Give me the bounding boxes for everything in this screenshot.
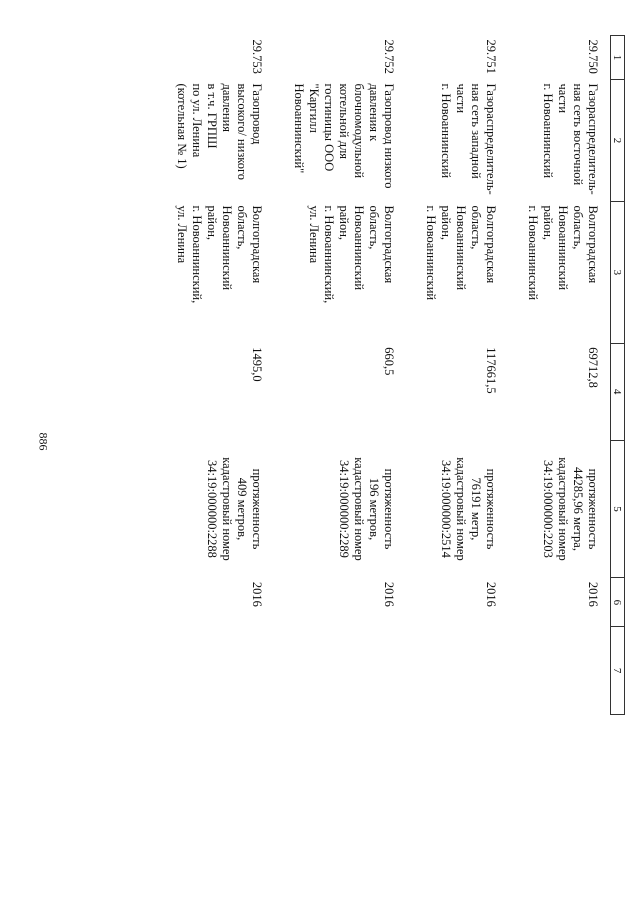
cell-line: г. Новоаннинский (541, 83, 555, 179)
rotated-table-wrapper (70, 35, 625, 715)
cell-line: кадастровый номер (454, 457, 468, 561)
cell-line: части (454, 83, 468, 114)
cell-line: Газопровод (250, 83, 264, 145)
cell-line: высокого/ низкого (235, 83, 249, 181)
cell-line: давления к (367, 83, 381, 142)
cell-line: г. Новоаннинский (424, 205, 438, 301)
table-header-row (611, 36, 625, 715)
cell-year: 2016 (484, 581, 498, 607)
cell-line: 196 метров, (367, 477, 381, 541)
cell-line: район, (541, 205, 555, 241)
cell-year: 2016 (586, 581, 600, 607)
cell-line: 34:19:000000:2289 (337, 460, 351, 558)
cell-year: 2016 (382, 581, 396, 607)
cell-line: в т.ч. ГРПШ (205, 83, 219, 149)
cell-line: кадастровый номер (220, 457, 234, 561)
cell-line: Газопровод низкого (382, 83, 396, 189)
cell-description (271, 440, 403, 578)
cell-line: район, (205, 205, 219, 241)
cell-line: 44285,96 метра, (571, 466, 585, 551)
property-table (154, 35, 625, 715)
cell-line: Газораспределитель- (484, 83, 498, 195)
cell-line: кадастровый номер (556, 457, 570, 561)
cell-line: Новоаннинский" (292, 83, 306, 174)
cell-line: протяженность (382, 468, 396, 550)
cell-line: части (556, 83, 570, 114)
header-cell: 6 (611, 578, 625, 627)
cell-year: 2016 (250, 581, 264, 607)
cell-value: 117661,5 (484, 347, 498, 394)
cell-address (154, 201, 271, 343)
cell-line: Газораспределитель- (586, 83, 600, 195)
cell-line: по ул. Ленина (190, 83, 204, 158)
cell-line: ул. Ленина (307, 205, 321, 264)
cell-line: блочномодульной (352, 83, 366, 179)
cell-description (154, 440, 271, 578)
cell-line: Новоаннинский (352, 205, 366, 291)
cell-name (154, 79, 271, 201)
cell-line: ул. Ленина (175, 205, 189, 264)
cell-line: ная сеть восточной (571, 83, 585, 186)
cell-line: 34:19:000000:2514 (439, 460, 453, 558)
cell-line: протяженность (586, 468, 600, 550)
cell-line: Волгоградская (484, 205, 498, 284)
cell-line: (котельная № 1) (175, 83, 189, 169)
cell-line: протяженность (484, 468, 498, 550)
cell-extra (505, 627, 611, 715)
cell-value: 1495,0 (250, 347, 264, 382)
cell-line: г. Новоаннинский, (190, 205, 204, 304)
cell-line: котельной для (337, 83, 351, 160)
cell-address (403, 201, 505, 343)
cell-line: Волгоградская (586, 205, 600, 284)
cell-line: 409 метров, (235, 477, 249, 541)
cell-extra (271, 627, 403, 715)
cell-line: ная сеть западной (469, 83, 483, 179)
header-cell: 4 (611, 343, 625, 440)
cell-line: область, (235, 205, 249, 250)
cell-line: Новоаннинский (220, 205, 234, 291)
cell-number: 29.753 (250, 39, 264, 74)
cell-line: район, (337, 205, 351, 241)
table-body (154, 36, 611, 715)
cell-line: давления (220, 83, 234, 133)
table-row (154, 36, 271, 715)
cell-line: г. Новоаннинский (526, 205, 540, 301)
table-row (505, 36, 611, 715)
cell-description (403, 440, 505, 578)
cell-line: область, (571, 205, 585, 250)
header-cell: 1 (611, 36, 625, 80)
cell-line: Новоаннинский (454, 205, 468, 291)
cell-line: Волгоградская (250, 205, 264, 284)
cell-address (505, 201, 611, 343)
cell-line: Волгоградская (382, 205, 396, 284)
cell-line: "Каргилл (307, 83, 321, 133)
header-cell: 7 (611, 627, 625, 715)
table-row (271, 36, 403, 715)
cell-line: 34:19:000000:2203 (541, 460, 555, 558)
header-cell: 2 (611, 79, 625, 201)
cell-line: г. Новоаннинский (439, 83, 453, 179)
cell-value: 69712,8 (586, 347, 600, 388)
cell-line: протяженность (250, 468, 264, 550)
cell-line: область, (469, 205, 483, 250)
cell-line: кадастровый номер (352, 457, 366, 561)
table-row (403, 36, 505, 715)
cell-address (271, 201, 403, 343)
cell-extra (154, 627, 271, 715)
cell-line: область, (367, 205, 381, 250)
page-number: 886 (36, 432, 51, 451)
cell-name (403, 79, 505, 201)
header-cell: 3 (611, 201, 625, 343)
cell-extra (403, 627, 505, 715)
cell-line: гостиницы ООО (322, 83, 336, 172)
cell-line: Новоаннинский (556, 205, 570, 291)
cell-number: 29.751 (484, 39, 498, 74)
cell-line: 76191 метр, (469, 477, 483, 541)
cell-name (271, 79, 403, 201)
cell-number: 29.752 (382, 39, 396, 74)
cell-line: район, (439, 205, 453, 241)
header-cell: 5 (611, 440, 625, 578)
cell-value: 660,5 (382, 347, 396, 376)
cell-name (505, 79, 611, 201)
cell-line: 34:19:000000:2288 (205, 460, 219, 558)
cell-description (505, 440, 611, 578)
cell-line: г. Новоаннинский, (322, 205, 336, 304)
cell-number: 29.750 (586, 39, 600, 74)
